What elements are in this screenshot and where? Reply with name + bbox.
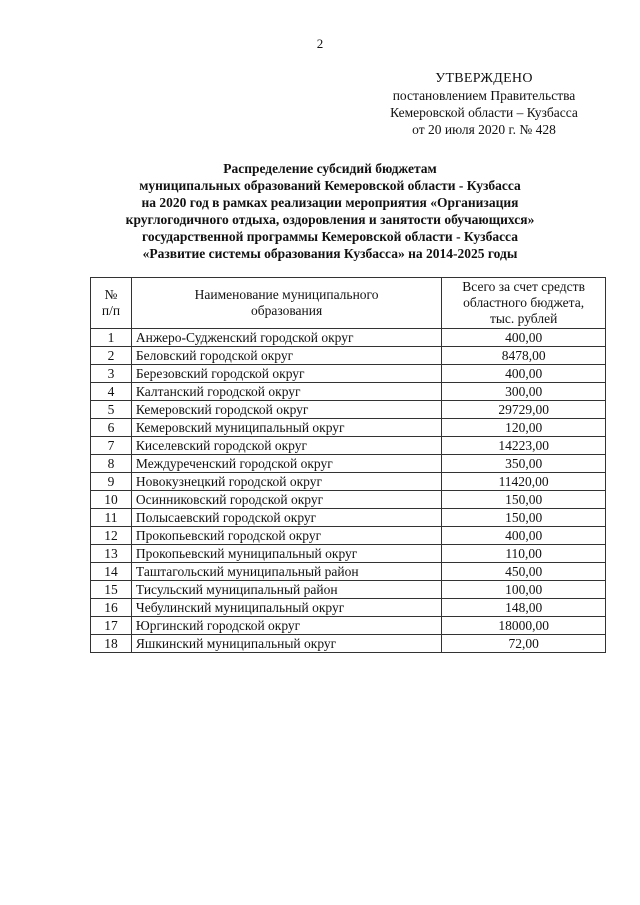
approval-title: УТВЕРЖДЕНО (435, 71, 533, 86)
row-number: 13 (91, 545, 132, 563)
row-municipality: Полысаевский городской округ (131, 509, 441, 527)
row-number: 7 (91, 437, 132, 455)
row-number: 1 (91, 329, 132, 347)
header-number: № п/п (91, 278, 132, 329)
row-number: 11 (91, 509, 132, 527)
row-number: 18 (91, 635, 132, 653)
row-municipality: Яшкинский муниципальный округ (131, 635, 441, 653)
table-row (91, 563, 606, 581)
heading-line: круглогодичного отдыха, оздоровления и занятости обучающихся» (125, 212, 535, 227)
row-amount: 148,00 (442, 599, 606, 617)
document-heading (60, 160, 600, 262)
row-amount: 72,00 (442, 635, 606, 653)
table-row (91, 347, 606, 365)
row-amount: 350,00 (442, 455, 606, 473)
row-municipality: Березовский городской округ (131, 365, 441, 383)
approval-line: от 20 июля 2020 г. № 428 (412, 122, 556, 137)
row-amount: 11420,00 (442, 473, 606, 491)
row-municipality: Прокопьевский городской округ (131, 527, 441, 545)
row-municipality: Тисульский муниципальный район (131, 581, 441, 599)
row-number: 6 (91, 419, 132, 437)
row-number: 17 (91, 617, 132, 635)
row-amount: 8478,00 (442, 347, 606, 365)
row-amount: 150,00 (442, 491, 606, 509)
heading-line: государственной программы Кемеровской области - Кузбасса (142, 229, 518, 244)
row-amount: 29729,00 (442, 401, 606, 419)
row-amount: 450,00 (442, 563, 606, 581)
row-municipality: Междуреченский городской округ (131, 455, 441, 473)
row-municipality: Беловский городской округ (131, 347, 441, 365)
subsidy-table (90, 277, 606, 653)
row-number: 2 (91, 347, 132, 365)
header-name: Наименование муниципального образования (131, 278, 441, 329)
row-number: 8 (91, 455, 132, 473)
row-municipality: Осинниковский городской округ (131, 491, 441, 509)
row-number: 9 (91, 473, 132, 491)
row-municipality: Таштагольский муниципальный район (131, 563, 441, 581)
table-row (91, 437, 606, 455)
row-municipality: Юргинский городской округ (131, 617, 441, 635)
heading-line: муниципальных образований Кемеровской области - Кузбасса (139, 178, 521, 193)
page-number: 2 (316, 36, 324, 51)
table-row (91, 473, 606, 491)
approval-line: постановлением Правительства (392, 88, 576, 103)
row-municipality: Калтанский городской округ (131, 383, 441, 401)
table-row (91, 491, 606, 509)
table-row (91, 581, 606, 599)
row-amount: 400,00 (442, 329, 606, 347)
table-row (91, 383, 606, 401)
heading-line: Распределение субсидий бюджетам (223, 161, 437, 176)
row-municipality: Кемеровский муниципальный округ (131, 419, 441, 437)
row-municipality: Чебулинский муниципальный округ (131, 599, 441, 617)
row-number: 5 (91, 401, 132, 419)
table-row (91, 545, 606, 563)
row-amount: 100,00 (442, 581, 606, 599)
row-amount: 150,00 (442, 509, 606, 527)
row-number: 12 (91, 527, 132, 545)
table-row (91, 329, 606, 347)
row-amount: 110,00 (442, 545, 606, 563)
row-number: 3 (91, 365, 132, 383)
row-number: 14 (91, 563, 132, 581)
table-header-row (91, 278, 606, 329)
table-row (91, 527, 606, 545)
row-number: 16 (91, 599, 132, 617)
row-number: 15 (91, 581, 132, 599)
row-municipality: Новокузнецкий городской округ (131, 473, 441, 491)
table-row (91, 419, 606, 437)
row-municipality: Киселевский городской округ (131, 437, 441, 455)
row-amount: 300,00 (442, 383, 606, 401)
heading-line: на 2020 год в рамках реализации мероприятия «Организация (141, 195, 519, 210)
table-row (91, 455, 606, 473)
table-row (91, 509, 606, 527)
approval-line: Кемеровской области – Кузбасса (390, 105, 578, 120)
row-number: 10 (91, 491, 132, 509)
approval-block (360, 70, 608, 138)
heading-line: «Развитие системы образования Кузбасса» на 2014-2025 годы (142, 246, 518, 261)
header-sum: Всего за счет средств областного бюджета, тыс. рублей (442, 278, 606, 329)
table-row (91, 401, 606, 419)
row-municipality: Анжеро-Судженский городской округ (131, 329, 441, 347)
table-row (91, 365, 606, 383)
table-row (91, 599, 606, 617)
row-number: 4 (91, 383, 132, 401)
row-amount: 120,00 (442, 419, 606, 437)
row-amount: 18000,00 (442, 617, 606, 635)
row-municipality: Прокопьевский муниципальный округ (131, 545, 441, 563)
row-amount: 400,00 (442, 527, 606, 545)
row-municipality: Кемеровский городской округ (131, 401, 441, 419)
table-row (91, 635, 606, 653)
table-row (91, 617, 606, 635)
row-amount: 400,00 (442, 365, 606, 383)
row-amount: 14223,00 (442, 437, 606, 455)
